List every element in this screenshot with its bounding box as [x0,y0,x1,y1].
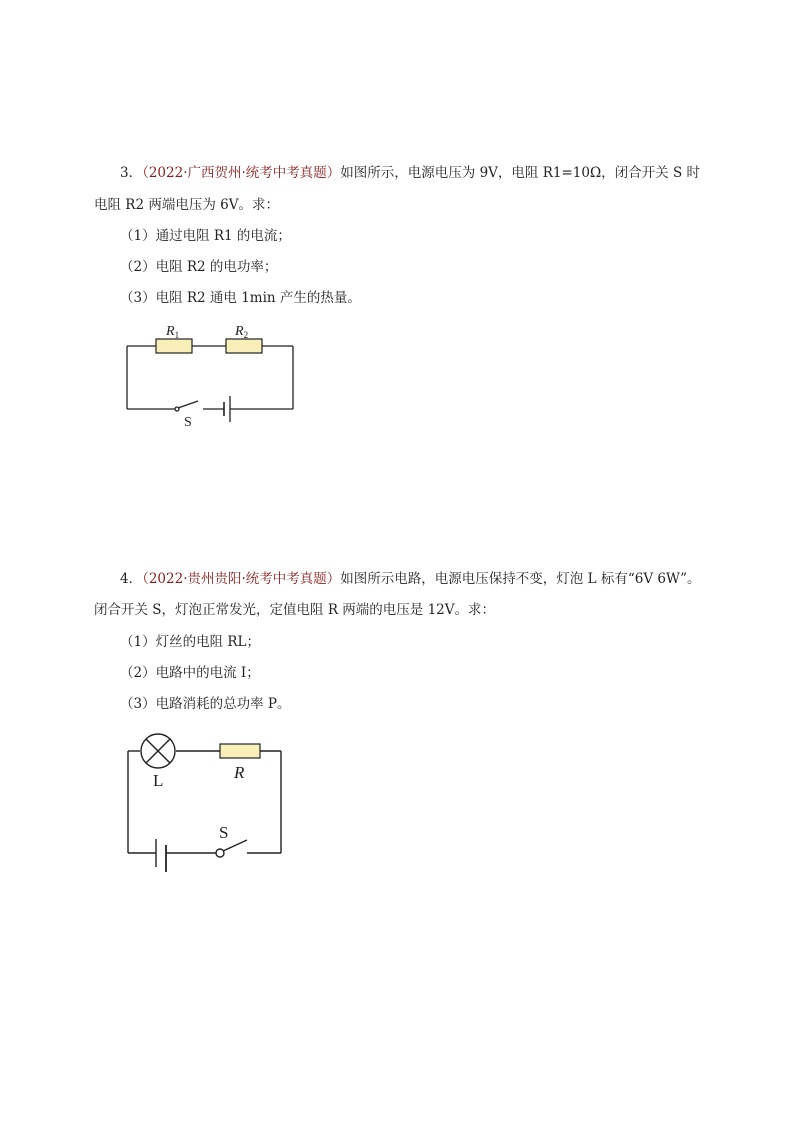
q4-line2: 闭合开关 S，灯泡正常发光，定值电阻 R 两端的电压是 12V。求： [94,602,496,618]
q4-lamp-label: L [153,771,164,790]
q4-switch-pivot [216,849,224,857]
q4-switch-label: S [219,823,229,842]
q3-line2: 电阻 R2 两端电压为 6V。求： [94,197,279,213]
q3-text-line1: 如图所示，电源电压为 9V，电阻 R1=10Ω，闭合开关 S 时 [340,165,700,181]
q3-number: 3． [120,165,143,181]
q4-item-1: （1）灯丝的电阻 RL； [120,634,261,650]
q4-resistor-label: R [234,763,245,782]
q3-item-2: （2）电阻 R2 的电功率； [120,259,278,275]
q3-item-3: （3）电阻 R2 通电 1min 产生的热量。 [120,290,361,306]
q3-item-1: （1）通过电阻 R1 的电流； [120,228,291,244]
q3-r2-label: $R_2$ [235,324,249,340]
q4-item-3: （3）电路消耗的总功率 P。 [120,696,291,712]
q3-switch-label: S [184,415,192,430]
q4-text-line1: 如图所示电路，电源电压保持不变，灯泡 L 标有“6V 6W”。 [340,571,701,587]
q4-item-2: （2）电路中的电流 I； [120,665,260,681]
q4-source: （2022·贵州贵阳·统考中考真题） [142,571,341,587]
q4-number: 4． [120,571,143,587]
q3-source: （2022·广西贺州·统考中考真题） [142,165,341,181]
q3-r1-label: $R_1$ [166,324,180,340]
q4-resistor-r [220,744,260,758]
